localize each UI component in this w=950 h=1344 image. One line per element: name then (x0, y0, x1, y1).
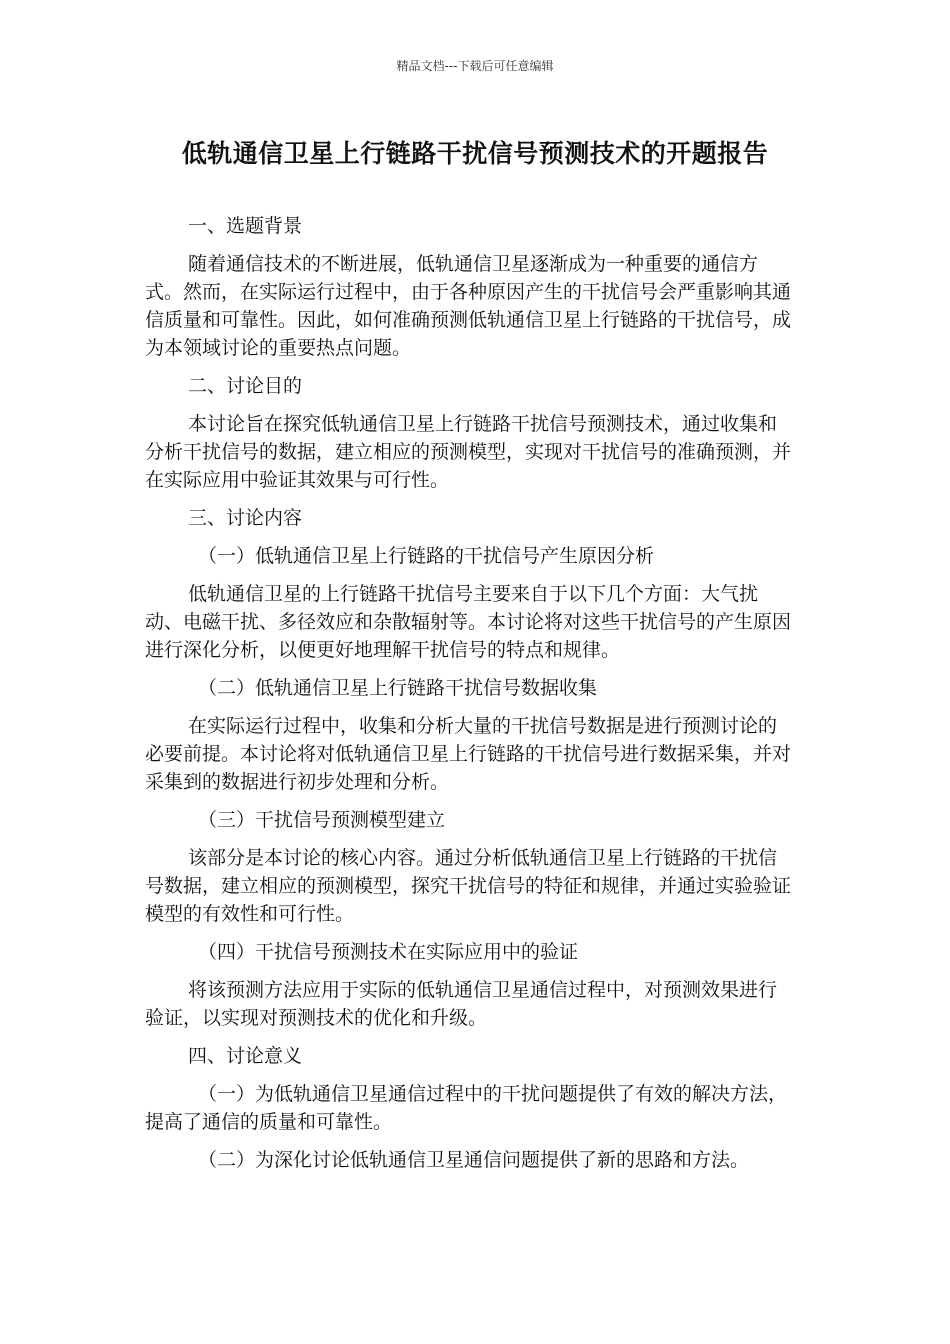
paragraph-data-collection: 在实际运行过程中，收集和分析大量的干扰信号数据是进行预测讨论的必要前提。本讨论将对低轨通信卫星上行链路的干扰信号进行数据采集，并对采集到的数据进行初步处理和分析。 (145, 715, 792, 793)
section-heading-purpose: 二、讨论目的 (188, 375, 303, 397)
subheading-validation: （四）干扰信号预测技术在实际应用中的验证 (198, 941, 579, 963)
document-title: 低轨通信卫星上行链路干扰信号预测技术的开题报告 (181, 139, 769, 168)
section-heading-background: 一、选题背景 (188, 215, 303, 237)
document-body (145, 212, 795, 1174)
paragraph-background: 随着通信技术的不断进展，低轨通信卫星逐渐成为一种重要的通信方式。然而，在实际运行过程中，由于各种原因产生的干扰信号会严重影响其通信质量和可靠性。因此，如何准确预测低轨通信卫星上行链路的干扰信号，成为本领域讨论的重要热点问题。 (145, 253, 792, 359)
subheading-cause-analysis: （一）低轨通信卫星上行链路的干扰信号产生原因分析 (198, 545, 655, 567)
subheading-data-collection: （二）低轨通信卫星上行链路干扰信号数据收集 (198, 677, 598, 699)
paragraph-validation: 将该预测方法应用于实际的低轨通信卫星通信过程中，对预测效果进行验证，以实现对预测技术的优化和升级。 (145, 979, 778, 1029)
header-note: 精品文档---下载后可任意编辑 (396, 59, 554, 73)
paragraph-model-building: 该部分是本讨论的核心内容。通过分析低轨通信卫星上行链路的干扰信号数据，建立相应的预测模型，探究干扰信号的特征和规律，并通过实验验证模型的有效性和可行性。 (145, 847, 792, 925)
subheading-model-building: （三）干扰信号预测模型建立 (198, 809, 446, 831)
significance-item-2: （二）为深化讨论低轨通信卫星通信问题提供了新的思路和方法。 (198, 1149, 750, 1171)
paragraph-purpose: 本讨论旨在探究低轨通信卫星上行链路干扰信号预测技术，通过收集和分析干扰信号的数据，建立相应的预测模型，实现对干扰信号的准确预测，并在实际应用中验证其效果与可行性。 (145, 413, 792, 491)
section-heading-significance: 四、讨论意义 (188, 1045, 303, 1067)
paragraph-cause-analysis: 低轨通信卫星的上行链路干扰信号主要来自于以下几个方面：大气扰动、电磁干扰、多径效应和杂散辐射等。本讨论将对这些干扰信号的产生原因进行深化分析，以便更好地理解干扰信号的特点和规律。 (145, 583, 792, 661)
significance-item-1: （一）为低轨通信卫星通信过程中的干扰问题提供了有效的解决方法，提高了通信的质量和可靠性。 (145, 1083, 788, 1133)
section-heading-content: 三、讨论内容 (188, 507, 303, 529)
